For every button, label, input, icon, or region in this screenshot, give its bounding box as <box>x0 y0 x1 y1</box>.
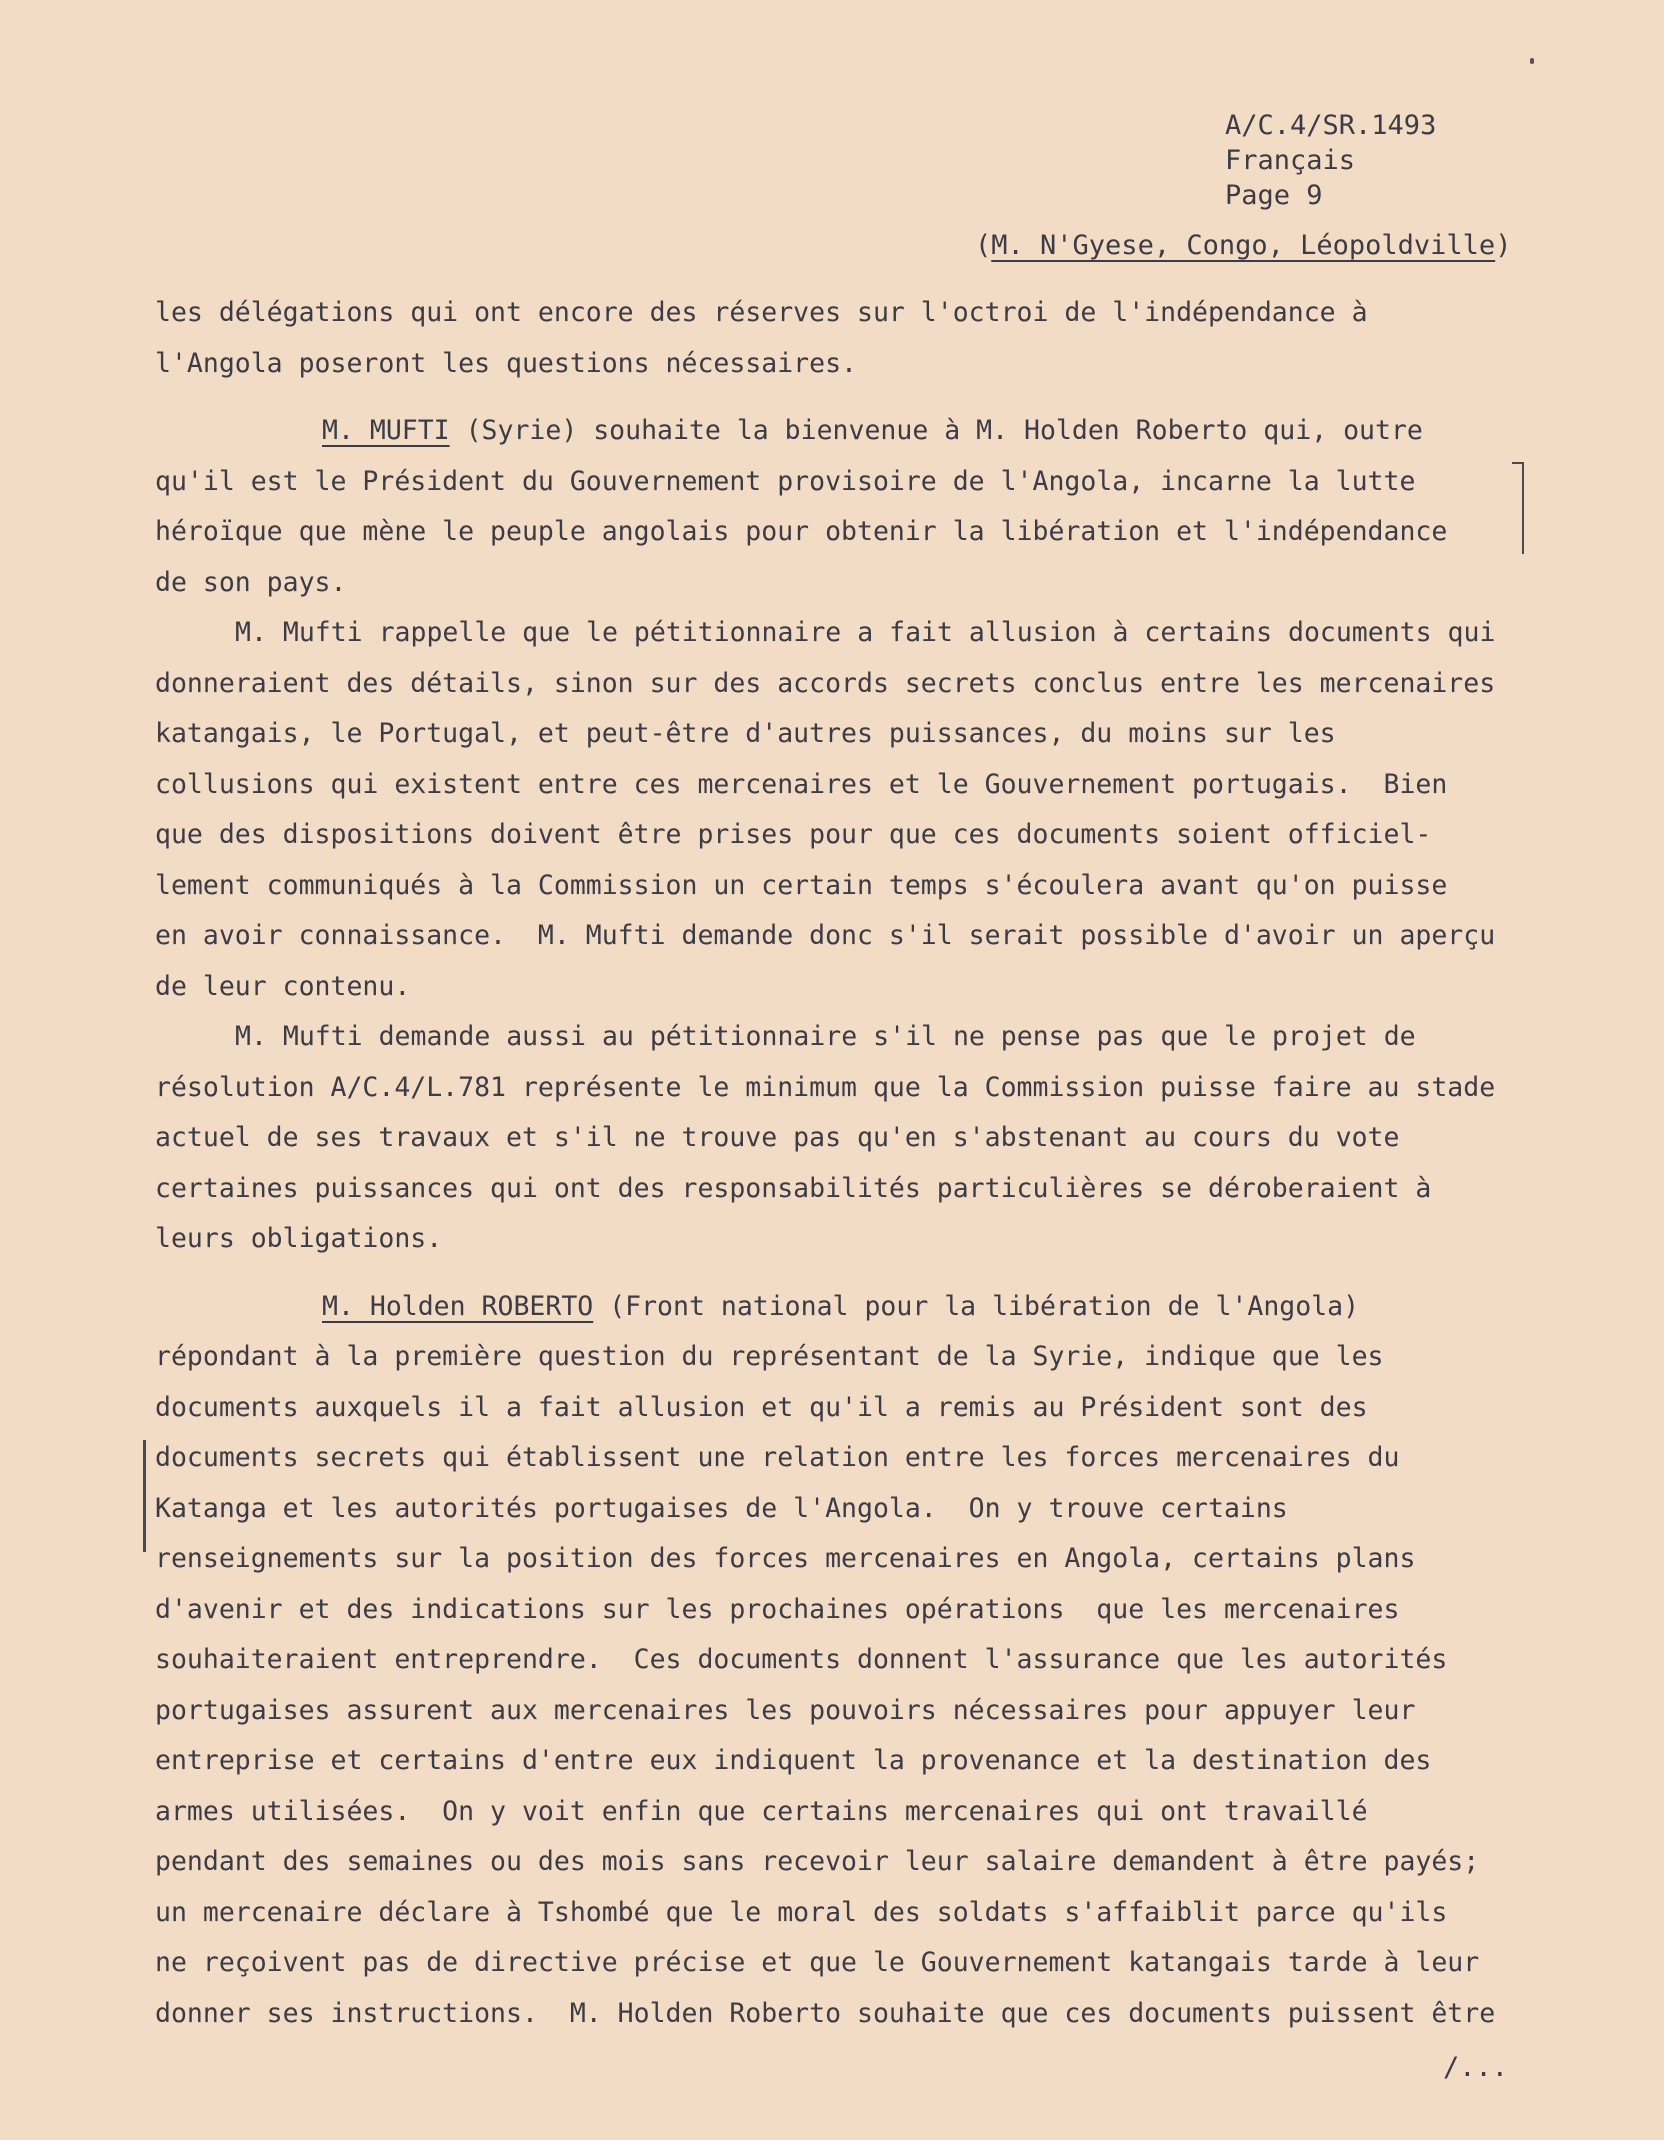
body-line: donner ses instructions. M. Holden Roberto souhaite que ces documents puissent être <box>155 1997 1496 2029</box>
body-line: leurs obligations. <box>155 1223 443 1254</box>
body-line <box>155 1282 1575 1333</box>
body-line: entreprise et certains d'entre eux indiquent la provenance et la destination des <box>155 1745 1432 1776</box>
speaker-name-roberto: M. Holden ROBERTO <box>322 1290 594 1322</box>
body-line-text: (Front national pour la libération de l'Angola) <box>593 1290 1360 1322</box>
body-line: ne reçoivent pas de directive précise et que le Gouvernement katangais tarde à leur <box>155 1947 1480 1978</box>
document-body <box>155 288 1575 2039</box>
speaker-reference-open-paren: ( <box>975 230 992 261</box>
body-line: de son pays. <box>155 566 347 598</box>
body-line: M. Mufti rappelle que le pétitionnaire a fait allusion à certains documents qui <box>235 617 1496 648</box>
body-line: résolution A/C.4/L.781 représente le minimum que la Commission puisse faire au stade <box>155 1071 1496 1103</box>
body-line: l'Angola poseront les questions nécessaires. <box>155 347 857 379</box>
body-line: qu'il est le Président du Gouvernement provisoire de l'Angola, incarne la lutte <box>155 465 1416 497</box>
handwritten-bracket-mark <box>1512 462 1524 554</box>
speaker-reference-close-paren: ) <box>1495 230 1512 261</box>
body-line-text: (Syrie) souhaite la bienvenue à M. Holden Roberto qui, outre <box>449 415 1423 446</box>
speaker-reference <box>975 228 1511 263</box>
body-line: Katanga et les autorités portugaises de l'Angola. On y trouve certains <box>155 1492 1288 1524</box>
body-line: répondant à la première question du représentant de la Syrie, indique que les <box>155 1341 1384 1372</box>
speaker-name-mufti: M. MUFTI <box>322 415 450 446</box>
body-line: que des dispositions doivent être prises pour que ces documents soient officiel- <box>155 819 1432 850</box>
body-line: pendant des semaines ou des mois sans recevoir leur salaire demandent à être payés; <box>155 1846 1480 1877</box>
body-line: actuel de ses travaux et s'il ne trouve pas qu'en s'abstenant au cours du vote <box>155 1122 1400 1153</box>
handwritten-bracket-mark <box>143 1440 154 1552</box>
body-line: documents secrets qui établissent une relation entre les forces mercenaires du <box>155 1442 1400 1473</box>
body-line: portugaises assurent aux mercenaires les pouvoirs nécessaires pour appuyer leur <box>155 1694 1416 1726</box>
body-line: documents auxquels il a fait allusion et qu'il a remis au Président sont des <box>155 1391 1368 1423</box>
body-line: M. Mufti demande aussi au pétitionnaire s'il ne pense pas que le projet de <box>235 1021 1416 1052</box>
body-line: armes utilisées. On y voit enfin que certains mercenaires qui ont travaillé <box>155 1795 1368 1827</box>
speaker-reference-text: M. N'Gyese, Congo, Léopoldville <box>991 230 1496 261</box>
body-line: souhaiteraient entreprendre. Ces documents donnent l'assurance que les autorités <box>155 1644 1448 1675</box>
body-line: lement communiqués à la Commission un certain temps s'écoulera avant qu'on puisse <box>155 869 1448 901</box>
body-line: héroïque que mène le peuple angolais pour obtenir la libération et l'indépendance <box>155 516 1448 547</box>
paper-speck <box>1530 58 1534 64</box>
continuation-mark: /... <box>1443 2052 1509 2083</box>
body-line: renseignements sur la position des forces mercenaires en Angola, certains plans <box>155 1543 1416 1574</box>
document-symbol: A/C.4/SR.1493 <box>1225 110 1437 141</box>
body-line: collusions qui existent entre ces mercenaires et le Gouvernement portugais. Bien <box>155 768 1448 800</box>
body-line: donneraient des détails, sinon sur des accords secrets conclus entre les mercenaires <box>155 667 1496 699</box>
body-line: katangais, le Portugal, et peut-être d'autres puissances, du moins sur les <box>155 718 1336 749</box>
body-line: de leur contenu. <box>155 970 411 1002</box>
document-language: Français <box>1225 145 1356 176</box>
document-header <box>1225 108 1436 213</box>
body-line: un mercenaire déclare à Tshombé que le moral des soldats s'affaiblit parce qu'ils <box>155 1896 1448 1928</box>
body-line <box>155 406 1575 457</box>
page-number: Page 9 <box>1225 180 1323 211</box>
body-line: d'avenir et des indications sur les prochaines opérations que les mercenaires <box>155 1593 1400 1625</box>
body-line: certaines puissances qui ont des responsabilités particulières se déroberaient à <box>155 1172 1432 1204</box>
body-line: les délégations qui ont encore des réserves sur l'octroi de l'indépendance à <box>155 297 1368 328</box>
body-line: en avoir connaissance. M. Mufti demande donc s'il serait possible d'avoir un aperçu <box>155 920 1496 951</box>
